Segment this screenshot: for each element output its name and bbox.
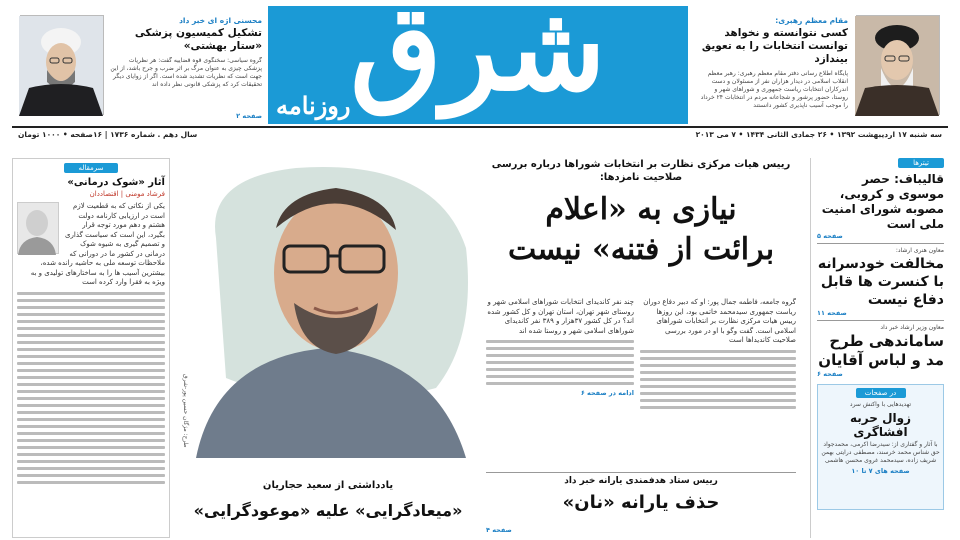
- inner-pages-box: [817, 384, 944, 510]
- right-item-2-kicker: معاون هنری ارشاد:: [895, 247, 944, 254]
- date-bar: [12, 126, 948, 140]
- inner-body: با آثار و گفتاری از: سیدرضا اکرمی، محمدجواد حق شناس محمد خرسند، مصطفی درایتی بهمن شریف زاده، سیدمحمد غروی محسن هاشمی: [821, 441, 940, 464]
- divider: [817, 320, 944, 321]
- editorial-author: فرشاد مومنی | اقتصاددان: [89, 190, 165, 198]
- center-body-left: چند نفر کاندیدای انتخابات شوراهای اسلامی شهر و روستای شهر تهران، استان تهران و کل کشور شده اند؟ در کل کشور ۳۷هزار و ۳۸۹ نفر کاندیدای شوراهای اسلامی شهر و روستا شده اند: [487, 298, 634, 335]
- divider: [817, 243, 944, 244]
- top-left-story: [110, 16, 262, 126]
- right-item-2: [817, 247, 944, 317]
- right-item-1: [817, 172, 944, 240]
- inner-kicker: تهدیدهایی با واکنش سرد: [849, 401, 912, 408]
- subsidy-headline[interactable]: حذف یارانه «نان»: [562, 492, 720, 513]
- top-right-headline[interactable]: کسی نتوانسته و نخواهد توانست انتخابات را به تعویق بیندازد: [701, 27, 848, 65]
- masthead: [0, 0, 960, 152]
- center-headline-1[interactable]: نیازی به «اعلام: [545, 192, 737, 227]
- center-headline-2[interactable]: برائت از فتنه» نیست: [507, 232, 775, 267]
- headlines-section-label: تیترها: [898, 158, 944, 168]
- right-item-3-headline[interactable]: ساماندهی طرح مد و لباس آقایان: [818, 332, 944, 369]
- top-right-body: پایگاه اطلاع رسانی دفتر مقام معظم رهبری: رهبر معظم انقلاب اسلامی در دیدار هزاران نفر از مسئولان و دست اندرکاران انتخابات ریاست جمهوری و شوراهای شهر و روستا، حضور پرشور و شجاعانه مردم در انتخابات ۲۴ خرداد را موجب آسیب ناپذیری کشور دانستند: [700, 70, 848, 109]
- top-right-kicker: مقام معظم رهبری:: [775, 16, 848, 25]
- text-lines: [17, 292, 165, 484]
- editorial-title[interactable]: آثار «شوک درمانی»: [67, 177, 165, 188]
- center-kicker: رییس هیات مرکزی نظارت بر انتخابات شوراها درباره بررسی صلاحیت نامزدها:: [491, 159, 791, 183]
- logo-sub: روزنامه: [276, 91, 351, 120]
- portrait-illustration: [176, 158, 480, 458]
- portrait-illustration: [855, 16, 939, 116]
- right-item-2-ref[interactable]: صفحه ۱۱: [817, 309, 847, 317]
- subsidy-story: [486, 472, 796, 536]
- right-item-1-headline[interactable]: قالیباف: حصر موسوی و کروبی، مصوبه شورای امنیت ملی است: [821, 172, 944, 231]
- inner-ref[interactable]: صفحه های ۷ تا ۱۰: [851, 467, 910, 475]
- right-item-3-kicker: معاون وزیر ارشاد خبر داد: [880, 324, 944, 331]
- right-item-2-headline[interactable]: مخالفت خودسرانه با کنسرت ها قابل دفاع نیست: [817, 256, 944, 308]
- ejei-photo: [20, 15, 104, 115]
- center-headline-block: [486, 158, 796, 298]
- center-story-left: [486, 298, 634, 464]
- leader-photo: [856, 15, 940, 115]
- opinion-headline[interactable]: «میعادگرایی» علیه «موعودگرایی»: [193, 501, 463, 520]
- top-left-headline[interactable]: تشکیل کمیسیون پزشکی «ستار بهشتی»: [134, 27, 262, 52]
- logo-block: [268, 6, 688, 124]
- subsidy-kicker: رییس ستاد هدفمندی یارانه خبر داد: [564, 476, 718, 486]
- portrait-illustration: [19, 16, 103, 116]
- right-item-1-ref[interactable]: صفحه ۵: [817, 232, 843, 240]
- text-lines: [486, 340, 634, 385]
- editorial-section-label: سرمقاله: [64, 163, 118, 173]
- hajjarian-illustration: [176, 158, 480, 458]
- top-left-kicker: محسنی اژه ای خبر داد: [179, 16, 262, 25]
- right-column: [810, 158, 944, 538]
- top-left-body: گروه سیاسی: سخنگوی قوه قضاییه گفت: هر نظریات پزشکی چیزی به عنوان مرگ بر اثر ضرب و جرح باشد، از این جهت است که نظریات تشدید شده است. اگر از زوایای دیگر تحقیقات کرد که پزشکی قانونی نظر داده اند: [110, 57, 262, 88]
- inner-headline[interactable]: زوال حربه افشاگری: [850, 411, 911, 439]
- center-body-right: گروه جامعه، فاطمه جمال پور: او که دبیر دفاع دوران ریاست جمهوری سیدمحمد خاتمی بود، این روزها رییس هیات مرکزی نظارت بر انتخابات شوراهای اسلامی است. گفت وگو با او در مورد بررسی صلاحیت کاندیداها است: [643, 298, 796, 344]
- photo-caption: طرح: مژگان حسین پور-شرق: [182, 374, 189, 448]
- author-photo: [17, 202, 59, 254]
- text-lines: [640, 350, 796, 409]
- opinion-kicker: یادداشتی از سعید حجاریان: [262, 480, 394, 491]
- inner-section-label: در صفحات: [856, 388, 906, 398]
- subsidy-ref[interactable]: صفحه ۴: [486, 526, 512, 534]
- editorial-column: [12, 158, 170, 538]
- date-line: سه شنبه ۱۷ اردیبهشت ۱۳۹۲ • ۲۶ جمادی الثانی ۱۴۳۴ • ۷ می ۲۰۱۳: [695, 130, 942, 139]
- author-avatar-illustration: [16, 203, 58, 255]
- issue-line: سال دهم . شماره ۱۷۳۶ | ۱۶صفحه • ۱۰۰۰ تومان: [18, 130, 198, 139]
- right-item-3: [817, 324, 944, 378]
- opinion-story: [176, 480, 480, 538]
- center-story-right: [640, 298, 796, 464]
- editorial-body: یکی از نکاتی که به قطعیت لازم است در ارزیابی کارنامه دولت هشتم و دهم مورد توجه قرار بگیرد، این است که سیاست گذاری و تصمیم گیری به شیوه شوک درمانی در کشور ما در دورانی که ملاحظات توسعه ملی به حاشیه رانده شده، بیشترین آسیب ها را به ساختارهای تولیدی و به ویژه به فقرا وارد کرده است: [30, 202, 165, 286]
- top-left-ref[interactable]: صفحه ۲: [236, 112, 262, 120]
- center-ref[interactable]: ادامه در صفحه ۶: [580, 389, 634, 397]
- logo-text: شرق: [350, 6, 606, 117]
- top-right-story: [698, 16, 848, 126]
- right-item-3-ref[interactable]: صفحه ۶: [817, 370, 843, 378]
